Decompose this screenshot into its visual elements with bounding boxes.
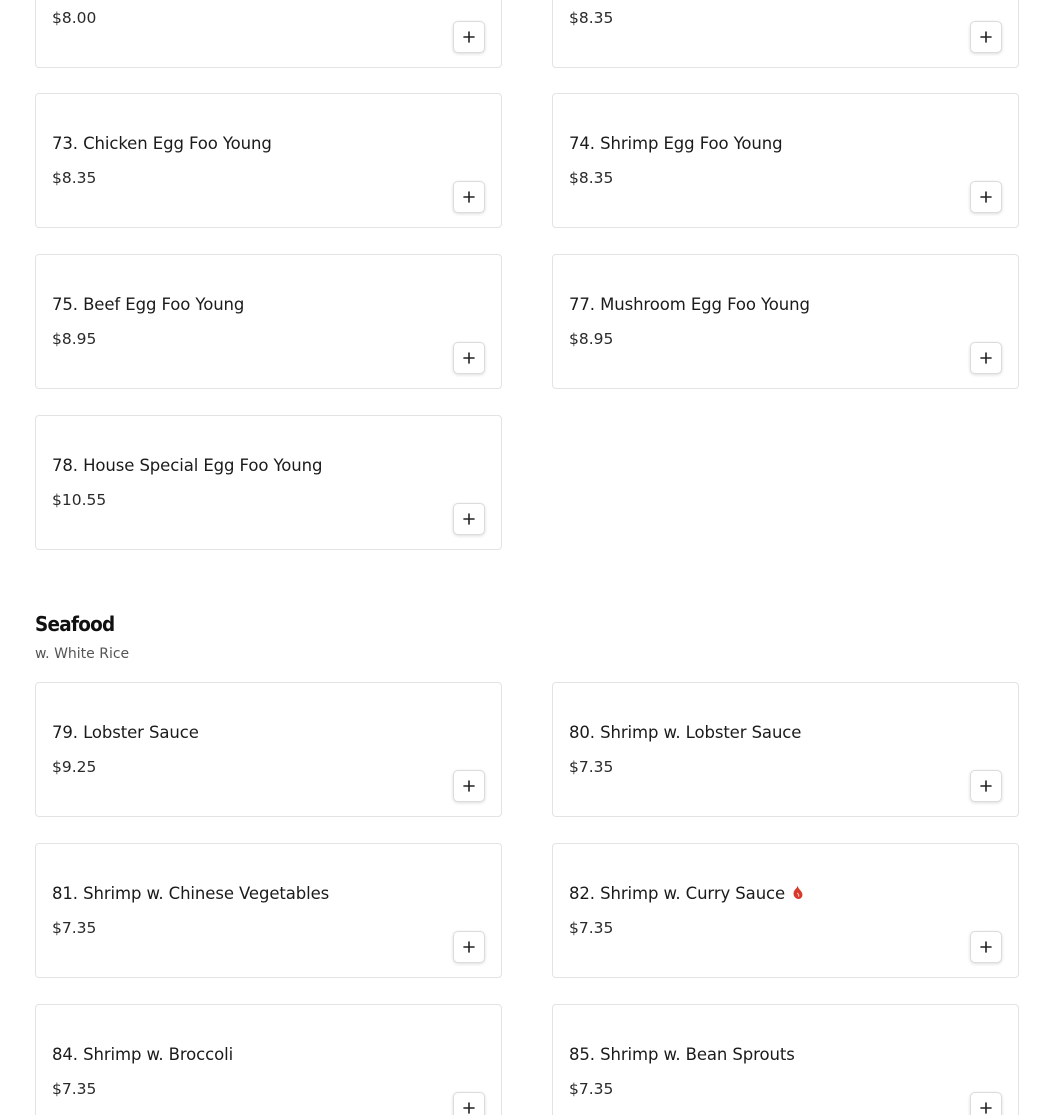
plus-icon xyxy=(463,352,475,364)
item-price: $8.95 xyxy=(569,330,614,348)
item-name: 79. Lobster Sauce xyxy=(52,723,199,742)
item-price: $7.35 xyxy=(52,1080,97,1098)
menu-item-card[interactable] xyxy=(35,843,502,978)
menu-item-card[interactable] xyxy=(35,415,502,550)
plus-icon xyxy=(980,780,992,792)
menu-item-card[interactable] xyxy=(552,93,1019,228)
menu-item-card[interactable] xyxy=(552,0,1019,68)
menu-item-card[interactable] xyxy=(552,843,1019,978)
item-price: $7.35 xyxy=(52,919,97,937)
add-item-button[interactable] xyxy=(453,342,485,374)
item-price: $7.35 xyxy=(569,1080,614,1098)
add-item-button[interactable] xyxy=(970,931,1002,963)
item-name: 80. Shrimp w. Lobster Sauce xyxy=(569,723,802,742)
plus-icon xyxy=(980,941,992,953)
add-item-button[interactable] xyxy=(970,21,1002,53)
menu-item-card[interactable] xyxy=(552,1004,1019,1115)
item-name: 73. Chicken Egg Foo Young xyxy=(52,134,272,153)
add-item-button[interactable] xyxy=(970,1092,1002,1115)
menu-item-card[interactable] xyxy=(35,1004,502,1115)
item-name: 75. Beef Egg Foo Young xyxy=(52,295,245,314)
plus-icon xyxy=(463,1102,475,1114)
plus-icon xyxy=(980,1102,992,1114)
section-subtitle: w. White Rice xyxy=(35,646,130,662)
add-item-button[interactable] xyxy=(453,770,485,802)
item-price: $8.00 xyxy=(52,9,97,27)
item-name: 78. House Special Egg Foo Young xyxy=(52,456,323,475)
item-price: $9.25 xyxy=(52,758,97,776)
item-name: 74. Shrimp Egg Foo Young xyxy=(569,134,783,153)
menu-item-card[interactable] xyxy=(552,254,1019,389)
add-item-button[interactable] xyxy=(453,1092,485,1115)
item-price: $8.95 xyxy=(52,330,97,348)
add-item-button[interactable] xyxy=(453,503,485,535)
add-item-button[interactable] xyxy=(970,770,1002,802)
menu-item-card[interactable] xyxy=(35,682,502,817)
plus-icon xyxy=(463,941,475,953)
item-name: 85. Shrimp w. Bean Sprouts xyxy=(569,1045,795,1064)
item-price: $7.35 xyxy=(569,758,614,776)
item-name: 77. Mushroom Egg Foo Young xyxy=(569,295,810,314)
item-price: $8.35 xyxy=(569,169,614,187)
add-item-button[interactable] xyxy=(453,181,485,213)
plus-icon xyxy=(463,513,475,525)
plus-icon xyxy=(463,31,475,43)
chili-pepper-icon xyxy=(791,885,803,904)
menu-item-card[interactable] xyxy=(35,254,502,389)
item-name-row xyxy=(569,884,803,904)
add-item-button[interactable] xyxy=(453,931,485,963)
menu-item-card[interactable] xyxy=(552,682,1019,817)
add-item-button[interactable] xyxy=(970,342,1002,374)
add-item-button[interactable] xyxy=(453,21,485,53)
item-name: 84. Shrimp w. Broccoli xyxy=(52,1045,234,1064)
plus-icon xyxy=(980,191,992,203)
item-price: $8.35 xyxy=(569,9,614,27)
menu-item-card[interactable] xyxy=(35,93,502,228)
item-name: 82. Shrimp w. Curry Sauce xyxy=(569,884,786,903)
item-name: 81. Shrimp w. Chinese Vegetables xyxy=(52,884,330,903)
plus-icon xyxy=(980,31,992,43)
item-price: $10.55 xyxy=(52,491,107,509)
plus-icon xyxy=(463,191,475,203)
menu-item-card[interactable] xyxy=(35,0,502,68)
item-price: $8.35 xyxy=(52,169,97,187)
plus-icon xyxy=(463,780,475,792)
plus-icon xyxy=(980,352,992,364)
add-item-button[interactable] xyxy=(970,181,1002,213)
section-title: Seafood xyxy=(35,612,115,636)
item-price: $7.35 xyxy=(569,919,614,937)
